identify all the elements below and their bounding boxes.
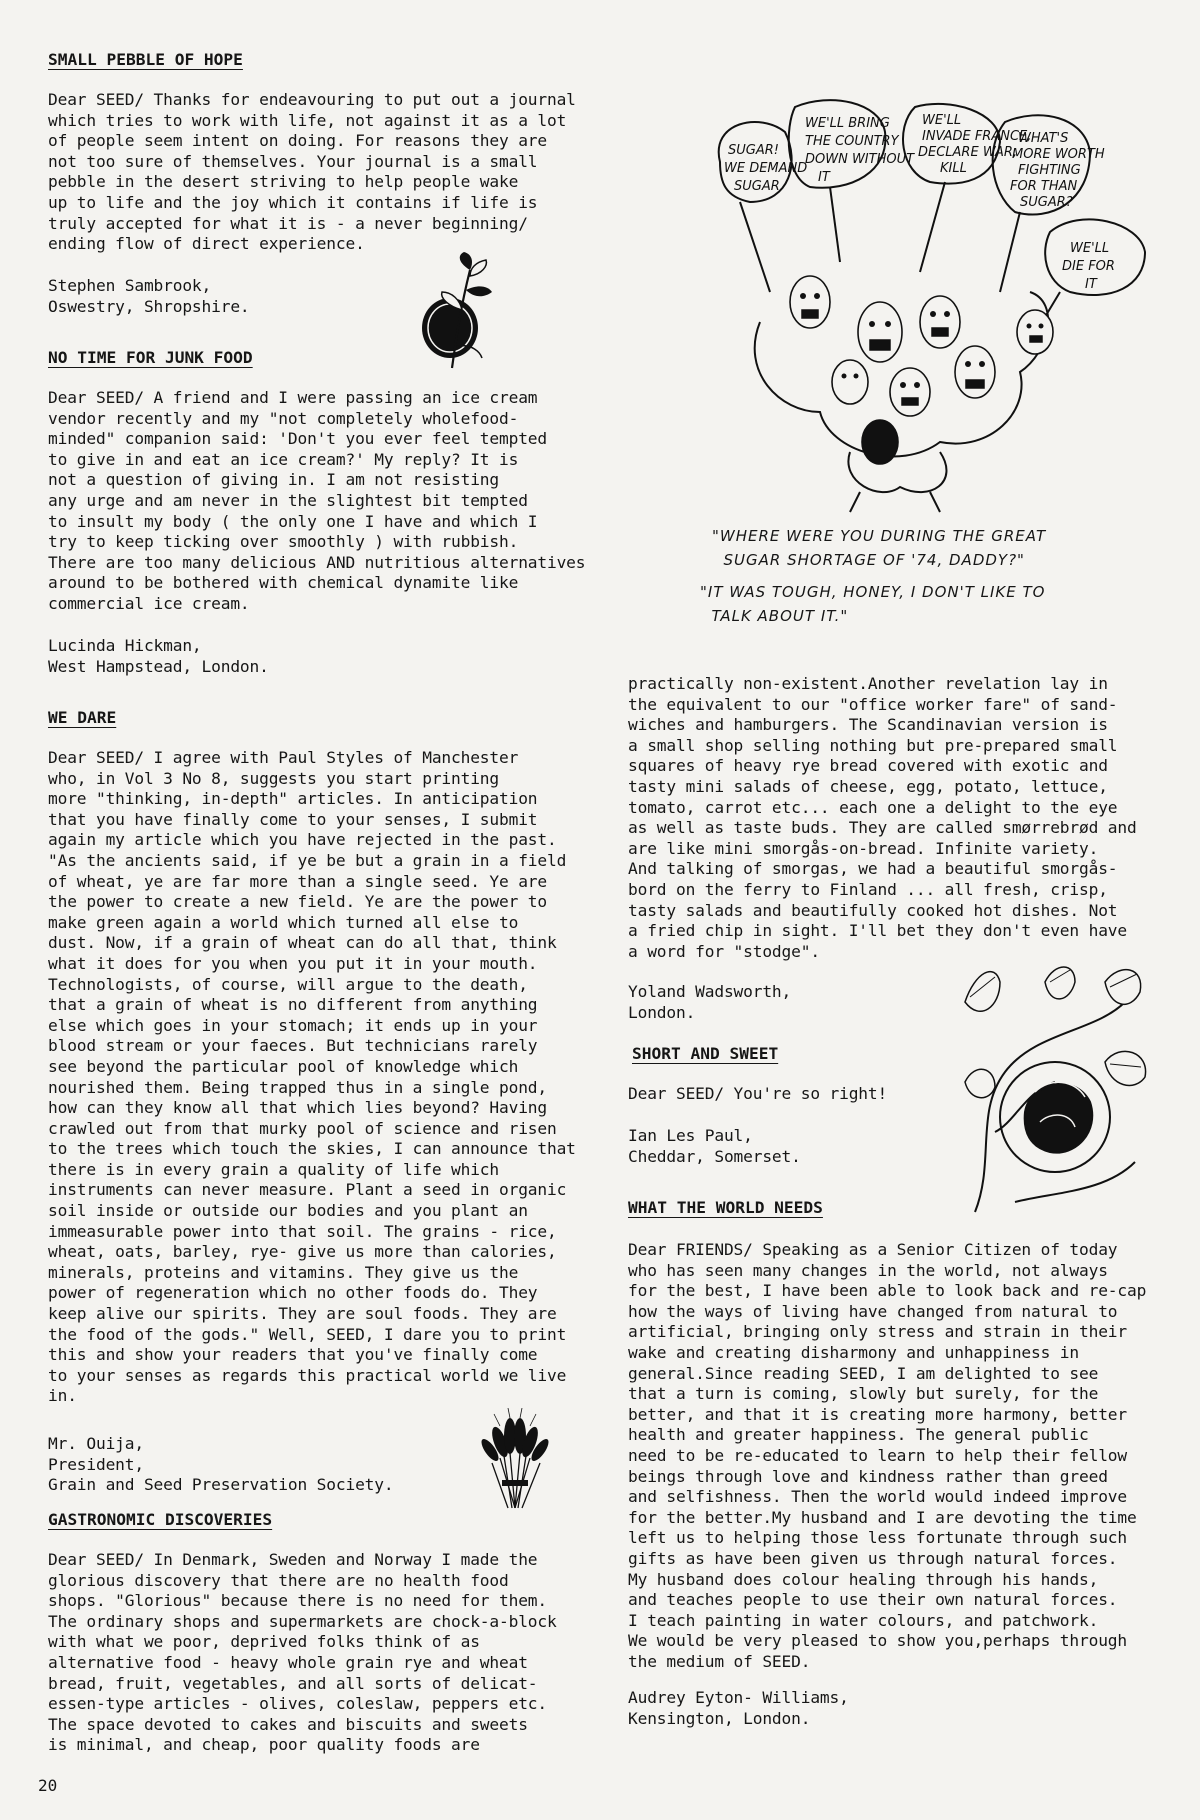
letter-body-gastro: Dear SEED/ In Denmark, Sweden and Norway I made the glorious discovery that there are no health food shops. "Glorious" because there is no need for them. The ordinary shops and supermarkets are chock-a-block with what we poor, deprived folks think of as alternative food - heavy whole grain rye and wheat bread, fruit, vegetables, and all sorts of delicat- essen-type articles - olives, coleslaw, peppers etc. The space devoted to cakes and biscuits and sweets is minimal, and cheap, poor quality foods are [48,1550,557,1755]
svg-text:DOWN WITHOUT: DOWN WITHOUT [805,152,915,167]
letter-body-gastro-continued: practically non-existent.Another revelation lay in the equivalent to our "office worker fare" of sand- wiches and hamburgers. The Scandinavian version is a small shop selling nothing but pre-prepared small squares of heavy rye bread covered with exotic and tasty mini salads of cheese, egg, potato, lettuce, tomato, carrot etc... each one a delight to the eye as well as taste buds. They are called smørrebrød and are like mini smorgås-on-bread. Infinite variety. And talking of smorgas, we had a beautiful smorgås- bord on the ferry to Finland ... all fresh, crisp, tasty salads and beautifully cooked hot dishes. Not a fried chip in sight. I'll bet they don't even have a word for "stodge". [628,674,1137,961]
svg-text:KILL: KILL [940,161,967,176]
svg-text:WE DEMAND: WE DEMAND [724,161,808,176]
svg-text:INVADE FRANCE,: INVADE FRANCE, [922,129,1032,144]
wheat-sheaf-icon [470,1408,560,1512]
bubble-text-1a: SUGAR! [728,143,779,158]
signature-world: Audrey Eyton- Williams, Kensington, London. [628,1688,849,1728]
heading-world-needs: WHAT THE WORLD NEEDS [628,1198,823,1217]
letter-body-dare: Dear SEED/ I agree with Paul Styles of Manchester who, in Vol 3 No 8, suggests you start printing more "thinking, in-depth" articles. In anticipation that you have finally come to your senses, I submit again my article which you have rejected in the past. "As the ancients said, if ye be but a grain in a field of wheat, ye are far more than a single seed. Ye are the power to create a new field. Ye are the power to make green again a world which turned all else to dust. Now, if a grain of wheat can do all that, think what it does for you when you put it in your mouth. Technologists, of course, will argue to the death, that a grain of wheat is no different from anything else which goes in your stomach; it ends up in your blood stream or your faeces. But technicians rarely see beyond the particular pool of knowledge which nourished them. Being trapped thus in a single pond, how can they know all that which lies beyond? Having crawled out from that murky pool of science and risen to the trees which touch the skies, I can announce that there is in every grain a quality of life which instruments can never measure. Plant a seed in organic soil inside or outside our bodies and you plant an immeasurable power into that soil. The grains - rice, wheat, oats, barley, rye- give us more than calories, minerals, proteins and vitamins. They give us the power of regeneration which no other foods do. They keep alive our spirits. They are soul foods. They are the food of the gods." Well, SEED, I dare you to print this and show your readers that you've finally come to your senses as regards this practical world we live in. [48,748,576,1406]
svg-text:WE'LL BRING: WE'LL BRING [805,116,890,131]
svg-text:SUGAR.: SUGAR. [734,179,784,194]
svg-text:WE'LL: WE'LL [1070,241,1110,256]
svg-text:DECLARE WAR,: DECLARE WAR, [918,145,1018,160]
heading-we-dare: WE DARE [48,708,117,727]
flower-vine-icon [955,962,1155,1222]
signature-dare: Mr. Ouija, President, Grain and Seed Preservation Society. [48,1434,394,1495]
heading-junk-food: NO TIME FOR JUNK FOOD [48,348,253,367]
sugar-cartoon-illustration [700,92,1150,522]
heading-gastronomic: GASTRONOMIC DISCOVERIES [48,1510,273,1529]
svg-text:WHAT'S: WHAT'S [1018,131,1069,146]
svg-text:FOR THAN: FOR THAN [1010,179,1078,194]
letter-body-pebble: Dear SEED/ Thanks for endeavouring to put out a journal which tries to work with life, not against it as a lot of people seem intent on doing. For reasons they are not too sure of themselves. Your journal is a small pebble in the desert striving to help people wake up to life and the joy which it contains if life is truly accepted for what it is - a never beginning/ ending flow of direct experience. [48,90,576,254]
page-number: 20 [38,1776,58,1795]
signature-short: Ian Les Paul, Cheddar, Somerset. [628,1126,801,1166]
heading-small-pebble: SMALL PEBBLE OF HOPE [48,50,243,69]
svg-text:MORE WORTH: MORE WORTH [1012,147,1105,162]
heading-short-sweet: SHORT AND SWEET [632,1044,779,1063]
svg-text:IT: IT [1085,277,1097,292]
letter-body-junk: Dear SEED/ A friend and I were passing an ice cream vendor recently and my "not completely wholefood- minded" companion said: 'Don't you ever feel tempted to give in and eat an ice cream?' My reply? It is not a question of giving in. I am not resisting any urge and am never in the slightest bit tempted to insult my body ( the only one I have and which I try to keep ticking over smoothly ) with rubbish. There are too many delicious AND nutritious alternatives around to be bothered with chemical dynamite like commercial ice cream. [48,388,586,613]
svg-text:THE COUNTRY: THE COUNTRY [805,134,899,149]
svg-text:SUGAR?: SUGAR? [1020,195,1073,210]
svg-text:DIE FOR: DIE FOR [1062,259,1115,274]
seed-sprout-icon [410,250,510,375]
letter-body-short: Dear SEED/ You're so right! [628,1084,888,1103]
cartoon-caption-answer: "IT WAS TOUGH, HONEY, I DON'T LIKE TO TALK ABOUT IT." [700,583,1046,625]
svg-text:FIGHTING: FIGHTING [1018,163,1081,178]
svg-text:WE'LL: WE'LL [922,113,962,128]
svg-text:IT: IT [818,170,830,185]
signature-gastro: Yoland Wadsworth, London. [628,982,792,1022]
signature-pebble: Stephen Sambrook, Oswestry, Shropshire. [48,276,250,316]
signature-junk: Lucinda Hickman, West Hampstead, London. [48,636,269,676]
letter-body-world: Dear FRIENDS/ Speaking as a Senior Citizen of today who has seen many changes in the world, not always for the best, I have been able to look back and re-cap how the ways of living have changed from natural to artificial, bringing only stress and strain in their wake and creating disharmony and unhappiness in general.Since reading SEED, I am delighted to see that a turn is coming, slowly but surely, for the better, and that it is creating more harmony, better health and greater happiness. The general public need to be re-educated to learn to help their fellow beings through love and kindness rather than greed and selfishness. Then the world would indeed improve for the better.My husband and I are devoting the time left us to helping those less fortunate through such gifts as have been given us through natural forces. My husband does colour healing through his hands, and teaches people to use their own natural forces. I teach painting in water colours, and patchwork. We would be very pleased to show you,perhaps through the medium of SEED. [628,1240,1147,1671]
cartoon-caption-question: "WHERE WERE YOU DURING THE GREAT SUGAR SHORTAGE OF '74, DADDY?" [712,527,1047,569]
